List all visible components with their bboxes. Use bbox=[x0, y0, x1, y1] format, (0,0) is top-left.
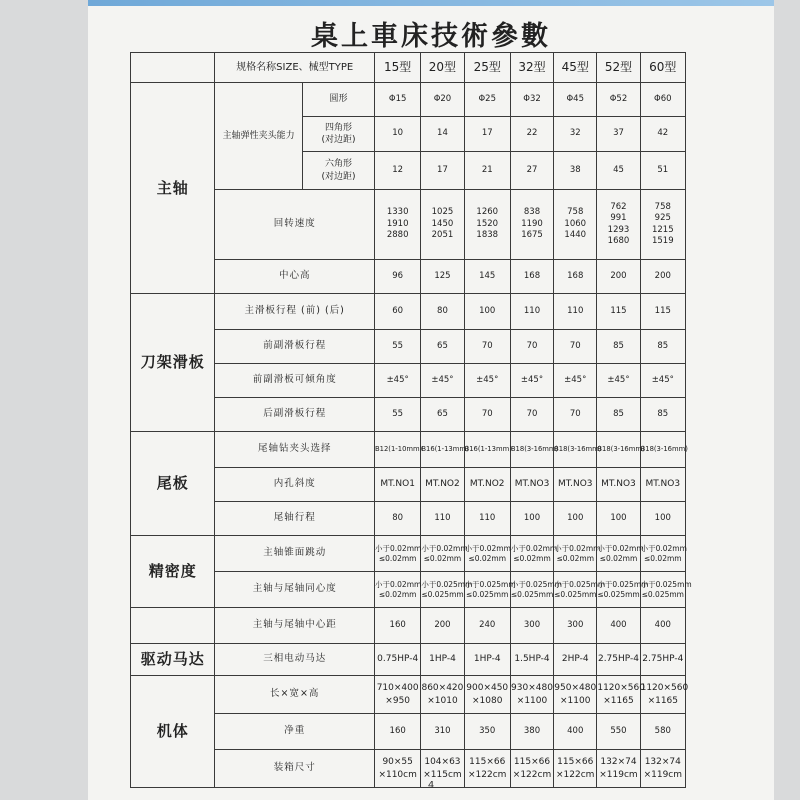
value-cell: MT.NO3 bbox=[640, 468, 685, 502]
value-cell: 110 bbox=[510, 294, 553, 330]
cell-line: ≤0.02mm bbox=[599, 553, 638, 563]
value-cell: 115 bbox=[597, 294, 640, 330]
value-cell: 85 bbox=[597, 398, 640, 432]
cell-line: ≤0.02mm bbox=[468, 553, 507, 563]
tailstock-label: 尾轴行程 bbox=[215, 502, 375, 536]
value-cell: 85 bbox=[597, 330, 640, 364]
cell-line: 1450 bbox=[431, 218, 454, 229]
value-cell: Φ45 bbox=[554, 83, 597, 117]
value-cell: ±45° bbox=[640, 364, 685, 398]
value-cell bbox=[464, 676, 510, 714]
value-cell: ±45° bbox=[554, 364, 597, 398]
value-cell: B18(3-16mm) bbox=[510, 432, 553, 468]
value-cell: 70 bbox=[464, 330, 510, 364]
cell-line: 132×74 bbox=[600, 757, 637, 768]
value-cell: 350 bbox=[464, 714, 510, 750]
cell-line: 950×480 bbox=[554, 683, 597, 694]
value-cell: 2.75HP-4 bbox=[640, 644, 685, 676]
cell-line: 小于0.02mm bbox=[464, 543, 511, 553]
value-cell: 60 bbox=[375, 294, 421, 330]
value-cell: 17 bbox=[464, 117, 510, 152]
cell-line: 132×74 bbox=[644, 757, 681, 768]
value-cell bbox=[510, 190, 553, 260]
value-cell bbox=[554, 536, 601, 572]
cell-line: 1838 bbox=[476, 230, 499, 241]
cell-line: 1440 bbox=[564, 230, 587, 241]
cell-line: 900×450 bbox=[466, 683, 509, 694]
value-cell: ±45° bbox=[510, 364, 553, 398]
value-cell: 70 bbox=[510, 398, 553, 432]
cell-line: ×122cm bbox=[556, 769, 595, 780]
table-row bbox=[131, 536, 686, 572]
value-cell: 380 bbox=[510, 714, 553, 750]
cell-line: 1025 bbox=[431, 207, 454, 218]
value-cell: Φ15 bbox=[375, 83, 421, 117]
value-cell: Φ60 bbox=[640, 83, 685, 117]
table-row bbox=[131, 432, 686, 468]
cell-line: 小于0.025mm bbox=[554, 579, 606, 589]
value-cell: 14 bbox=[421, 117, 464, 152]
top-color-strip bbox=[88, 0, 774, 6]
tool-slide-label: 前副滑板可倾角度 bbox=[215, 364, 375, 398]
round-label: 圆形 bbox=[302, 83, 374, 117]
motor-label: 三相电动马达 bbox=[215, 644, 375, 676]
cell-line: 758 bbox=[654, 201, 671, 212]
table-row bbox=[131, 53, 686, 83]
value-cell: 100 bbox=[554, 502, 597, 536]
cell-line: 1519 bbox=[651, 235, 674, 246]
value-cell bbox=[421, 536, 468, 572]
page-number: 4 bbox=[427, 780, 435, 791]
value-cell bbox=[640, 190, 685, 260]
value-cell: B18(3-16mm) bbox=[640, 432, 685, 468]
cell-line: 925 bbox=[654, 213, 671, 224]
cell-line: ≤0.025mm bbox=[554, 589, 597, 599]
value-cell: 1HP-4 bbox=[464, 644, 510, 676]
section-spindle: 主轴 bbox=[131, 83, 215, 294]
cell-line: ≤0.02mm bbox=[556, 553, 595, 563]
cell-line: 小于0.025mm bbox=[510, 579, 562, 589]
cell-line: ≤0.025mm bbox=[641, 589, 684, 599]
cell-line: 1060 bbox=[564, 218, 587, 229]
cell-line: 762 bbox=[610, 201, 627, 212]
value-cell: 400 bbox=[640, 608, 685, 644]
value-cell: 300 bbox=[510, 608, 553, 644]
value-cell: 400 bbox=[597, 608, 640, 644]
value-cell bbox=[375, 190, 421, 260]
cell-line: 930×480 bbox=[511, 683, 553, 694]
spec-header: 规格名称SIZE、械型TYPE bbox=[215, 53, 375, 83]
value-cell: ±45° bbox=[375, 364, 421, 398]
value-cell bbox=[554, 190, 597, 260]
value-cell: ±45° bbox=[464, 364, 510, 398]
value-cell: 160 bbox=[375, 714, 421, 750]
cell-line: ×950 bbox=[385, 695, 411, 706]
value-cell bbox=[597, 190, 640, 260]
cell-line: 104×63 bbox=[424, 757, 461, 768]
cell-line: ≤0.025mm bbox=[421, 589, 464, 599]
cell-line: 小于0.025mm bbox=[464, 579, 516, 589]
value-cell: 70 bbox=[554, 398, 597, 432]
cell-line: ×110cm bbox=[378, 769, 417, 780]
cell-line: 1910 bbox=[386, 218, 409, 229]
value-cell: Φ25 bbox=[464, 83, 510, 117]
value-cell: 580 bbox=[640, 714, 685, 750]
value-cell: 200 bbox=[640, 260, 685, 294]
cell-line: 六角形 bbox=[324, 159, 352, 170]
cell-line: ×1165 bbox=[603, 695, 634, 706]
cell-line: 991 bbox=[610, 213, 627, 224]
section-tailstock: 尾板 bbox=[131, 432, 215, 536]
cell-line: 小于0.02mm bbox=[640, 543, 687, 553]
dimensions-label: 长×宽×高 bbox=[215, 676, 375, 714]
cell-line: 1520 bbox=[476, 218, 499, 229]
value-cell: 145 bbox=[464, 260, 510, 294]
cell-line: ×1100 bbox=[516, 695, 548, 706]
tailstock-label: 尾轴钻夹头选择 bbox=[215, 432, 375, 468]
value-cell bbox=[640, 676, 689, 714]
cell-line: ×122cm bbox=[512, 769, 552, 780]
cell-line: 小于0.02mm bbox=[421, 543, 468, 553]
value-cell: MT.NO2 bbox=[464, 468, 510, 502]
cell-line: ≤0.025mm bbox=[597, 589, 640, 599]
cell-line: 1260 bbox=[476, 207, 499, 218]
value-cell: 300 bbox=[554, 608, 597, 644]
value-cell: 550 bbox=[597, 714, 640, 750]
value-cell: 400 bbox=[554, 714, 597, 750]
value-cell: 42 bbox=[640, 117, 685, 152]
value-cell: 65 bbox=[421, 398, 464, 432]
value-cell: 70 bbox=[510, 330, 553, 364]
value-cell: 51 bbox=[640, 152, 685, 190]
value-cell: 96 bbox=[375, 260, 421, 294]
cell-line: 小于0.02mm bbox=[597, 543, 644, 553]
value-cell: 1.5HP-4 bbox=[510, 644, 553, 676]
cell-line: 小于0.02mm bbox=[375, 579, 422, 589]
section-motor: 驱动马达 bbox=[131, 644, 215, 676]
value-cell: MT.NO1 bbox=[375, 468, 421, 502]
value-cell: MT.NO2 bbox=[421, 468, 464, 502]
value-cell bbox=[464, 190, 510, 260]
cell-line: ≤0.025mm bbox=[510, 589, 554, 599]
value-cell: Φ20 bbox=[421, 83, 464, 117]
value-cell: 100 bbox=[640, 502, 685, 536]
cell-line: 1330 bbox=[386, 207, 409, 218]
spec-table bbox=[130, 52, 692, 788]
speed-label: 回转速度 bbox=[215, 190, 375, 260]
section-tool-slide: 刀架滑板 bbox=[131, 294, 215, 432]
model-header: 32型 bbox=[510, 53, 553, 83]
value-cell: 0.75HP-4 bbox=[375, 644, 421, 676]
value-cell: 55 bbox=[375, 330, 421, 364]
value-cell: 100 bbox=[510, 502, 553, 536]
net-weight-label: 净重 bbox=[215, 714, 375, 750]
table-row bbox=[131, 676, 686, 714]
cell-line: ≤0.02mm bbox=[643, 553, 682, 563]
value-cell: 27 bbox=[510, 152, 553, 190]
model-header: 60型 bbox=[640, 53, 685, 83]
chuck-capacity-label: 主轴弹性夹头能力 bbox=[215, 83, 303, 190]
value-cell: 55 bbox=[375, 398, 421, 432]
table-row bbox=[131, 608, 686, 644]
cell-line: 小于0.02mm bbox=[375, 543, 422, 553]
cell-line: 1190 bbox=[521, 218, 543, 229]
cell-line: 710×400 bbox=[376, 683, 419, 694]
tool-slide-label: 后副滑板行程 bbox=[215, 398, 375, 432]
cell-line: (对边距) bbox=[321, 171, 356, 182]
value-cell: B18(3-16mm) bbox=[554, 432, 597, 468]
value-cell: 2.75HP-4 bbox=[597, 644, 640, 676]
cell-line: ×1100 bbox=[560, 695, 591, 706]
cell-line: 2880 bbox=[386, 230, 409, 241]
cell-line: 758 bbox=[567, 207, 584, 218]
value-cell: 10 bbox=[375, 117, 421, 152]
value-cell: 2HP-4 bbox=[554, 644, 597, 676]
cell-line: 小于0.025mm bbox=[640, 579, 692, 589]
value-cell bbox=[421, 676, 464, 714]
cell-line: 四角形 bbox=[324, 122, 352, 133]
section-body: 机体 bbox=[131, 676, 215, 788]
value-cell: 12 bbox=[375, 152, 421, 190]
cell-line: 838 bbox=[523, 207, 541, 218]
model-header: 52型 bbox=[597, 53, 640, 83]
corner-cell bbox=[131, 53, 215, 83]
precision-label: 主轴锥面跳动 bbox=[215, 536, 375, 572]
value-cell bbox=[510, 676, 553, 714]
value-cell: B16(1-13mm) bbox=[464, 432, 510, 468]
cell-line: 1680 bbox=[607, 235, 630, 246]
model-header: 15型 bbox=[375, 53, 421, 83]
value-cell bbox=[597, 572, 649, 608]
cell-line: ×122cm bbox=[468, 769, 507, 780]
value-cell bbox=[421, 190, 464, 260]
value-cell: 21 bbox=[464, 152, 510, 190]
value-cell: MT.NO3 bbox=[510, 468, 553, 502]
value-cell: 168 bbox=[510, 260, 553, 294]
cell-line: 90×55 bbox=[382, 757, 413, 768]
center-height-label: 中心高 bbox=[215, 260, 375, 294]
value-cell: 17 bbox=[421, 152, 464, 190]
section-precision: 精密度 bbox=[131, 536, 215, 608]
cell-line: 115×66 bbox=[469, 757, 506, 768]
value-cell: 70 bbox=[464, 398, 510, 432]
square-label bbox=[302, 117, 374, 152]
value-cell: B12(1-10mm) bbox=[375, 432, 421, 468]
value-cell: B18(3-16mm) bbox=[597, 432, 640, 468]
value-cell: 125 bbox=[421, 260, 464, 294]
value-cell bbox=[510, 572, 562, 608]
value-cell: 1HP-4 bbox=[421, 644, 464, 676]
precision-label: 主轴与尾轴同心度 bbox=[215, 572, 375, 608]
cell-line: ×1165 bbox=[647, 695, 679, 706]
cell-line: 115×66 bbox=[557, 757, 594, 768]
cell-line: 小于0.025mm bbox=[597, 579, 649, 589]
value-cell: 45 bbox=[597, 152, 640, 190]
value-cell bbox=[421, 572, 473, 608]
packing-label: 装箱尺寸 bbox=[215, 750, 375, 788]
value-cell: 200 bbox=[597, 260, 640, 294]
value-cell bbox=[597, 536, 644, 572]
tailstock-label: 内孔斜度 bbox=[215, 468, 375, 502]
value-cell: 32 bbox=[554, 117, 597, 152]
cell-line: 小于0.02mm bbox=[554, 543, 601, 553]
value-cell: Φ52 bbox=[597, 83, 640, 117]
value-cell bbox=[375, 676, 421, 714]
value-cell bbox=[510, 536, 558, 572]
value-cell bbox=[640, 572, 692, 608]
value-cell: 80 bbox=[375, 502, 421, 536]
value-cell: 85 bbox=[640, 330, 685, 364]
value-cell: 80 bbox=[421, 294, 464, 330]
model-header: 25型 bbox=[464, 53, 510, 83]
cell-line: 860×420 bbox=[421, 683, 464, 694]
value-cell: 160 bbox=[375, 608, 421, 644]
value-cell bbox=[464, 536, 510, 572]
tool-slide-label: 前副滑板行程 bbox=[215, 330, 375, 364]
value-cell: 200 bbox=[421, 608, 464, 644]
value-cell bbox=[554, 572, 606, 608]
cell-line: ×115cm bbox=[423, 769, 462, 780]
value-cell: MT.NO3 bbox=[597, 468, 640, 502]
value-cell bbox=[464, 572, 516, 608]
value-cell: 100 bbox=[597, 502, 640, 536]
tool-slide-label: 主滑板行程 (前) (后) bbox=[215, 294, 375, 330]
value-cell: 310 bbox=[421, 714, 464, 750]
model-header: 20型 bbox=[421, 53, 464, 83]
cell-line: ≤0.02mm bbox=[378, 553, 417, 563]
value-cell: 168 bbox=[554, 260, 597, 294]
cell-line: 115×66 bbox=[513, 757, 551, 768]
value-cell: 110 bbox=[464, 502, 510, 536]
value-cell: 100 bbox=[464, 294, 510, 330]
value-cell: ±45° bbox=[597, 364, 640, 398]
table-row bbox=[131, 83, 686, 117]
value-cell: 65 bbox=[421, 330, 464, 364]
value-cell bbox=[554, 676, 597, 714]
cell-line: ×119cm bbox=[599, 769, 638, 780]
value-cell: 110 bbox=[421, 502, 464, 536]
cell-line: ≤0.02mm bbox=[378, 589, 417, 599]
cell-line: ≤0.02mm bbox=[423, 553, 462, 563]
value-cell bbox=[375, 572, 421, 608]
cell-line: 1215 bbox=[651, 224, 674, 235]
value-cell: 70 bbox=[554, 330, 597, 364]
cell-line: 2051 bbox=[431, 230, 454, 241]
cell-line: ≤0.02mm bbox=[513, 553, 551, 563]
cell-line: 1293 bbox=[607, 224, 630, 235]
page-title: 桌上車床技術參數 bbox=[311, 21, 551, 52]
value-cell bbox=[597, 676, 645, 714]
cell-line: ≤0.025mm bbox=[466, 589, 509, 599]
cell-line: ×1010 bbox=[427, 695, 458, 706]
value-cell: ±45° bbox=[421, 364, 464, 398]
cell-line: ×1080 bbox=[472, 695, 503, 706]
value-cell: 240 bbox=[464, 608, 510, 644]
cell-line: 1120×560 bbox=[640, 683, 689, 694]
table-row bbox=[131, 294, 686, 330]
hex-label bbox=[302, 152, 374, 190]
cell-line: 1675 bbox=[521, 230, 543, 241]
value-cell: 110 bbox=[554, 294, 597, 330]
cell-line: 小于0.02mm bbox=[510, 543, 558, 553]
value-cell: Φ32 bbox=[510, 83, 553, 117]
cell-line: ×119cm bbox=[643, 769, 683, 780]
value-cell: 37 bbox=[597, 117, 640, 152]
cell-line: (对边距) bbox=[321, 135, 356, 145]
cell-line: 小于0.025mm bbox=[421, 579, 473, 589]
cell-line: 1120×560 bbox=[597, 683, 645, 694]
empty-section-cell bbox=[131, 608, 215, 644]
value-cell: 22 bbox=[510, 117, 553, 152]
model-header: 45型 bbox=[554, 53, 597, 83]
value-cell: B16(1-13mm) bbox=[421, 432, 464, 468]
table-row bbox=[131, 644, 686, 676]
value-cell: 115 bbox=[640, 294, 685, 330]
value-cell bbox=[375, 536, 421, 572]
value-cell: MT.NO3 bbox=[554, 468, 597, 502]
center-distance-label: 主轴与尾轴中心距 bbox=[215, 608, 375, 644]
value-cell bbox=[640, 536, 685, 572]
value-cell: 38 bbox=[554, 152, 597, 190]
value-cell: 85 bbox=[640, 398, 685, 432]
